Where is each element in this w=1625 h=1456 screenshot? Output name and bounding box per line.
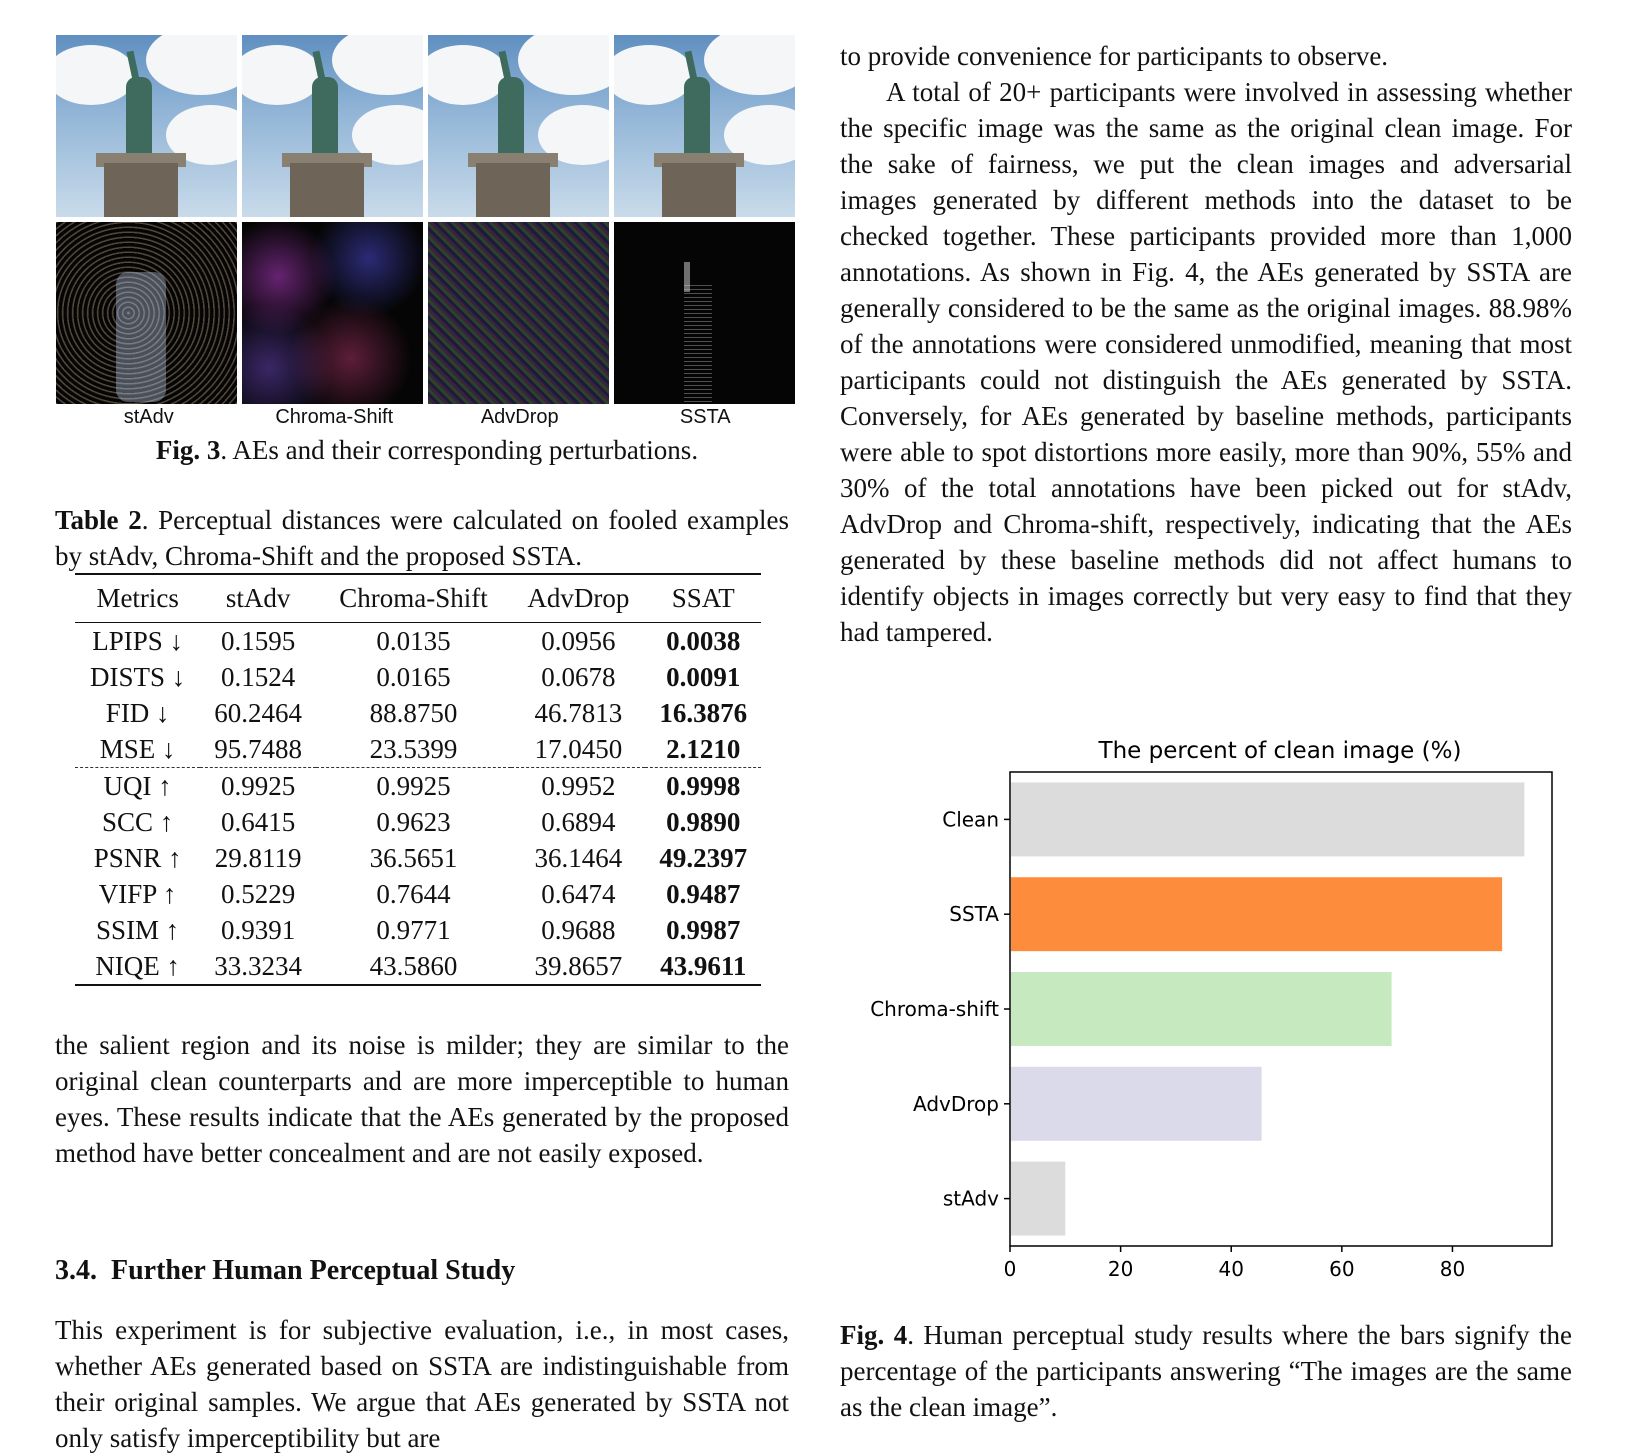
chart-title: The percent of clean image (%) <box>1098 738 1462 764</box>
metric-name-cell: SCC ↑ <box>102 806 174 837</box>
table-2-caption-label: Table 2 <box>55 505 142 535</box>
table-row <box>75 804 761 840</box>
label-ssta: SSTA <box>679 406 731 428</box>
metric-name-cell: SSIM ↑ <box>96 914 180 945</box>
header-metrics: Metrics <box>96 583 179 613</box>
y-tick-label: Clean <box>942 807 999 832</box>
section-number: 3.4. <box>55 1255 97 1286</box>
clean-image-row <box>56 35 798 217</box>
adversarial-image-advdrop <box>428 35 609 217</box>
metric-name-cell: UQI ↑ <box>103 770 172 801</box>
perturbation-chroma-shift <box>242 222 423 404</box>
metric-value-cell: 0.9487 <box>666 878 741 909</box>
metric-value-cell: 0.9890 <box>666 806 741 837</box>
x-tick-label: 20 <box>1107 1257 1134 1281</box>
adversarial-image-stadv <box>56 35 237 217</box>
y-tick-label: stAdv <box>942 1186 999 1211</box>
metric-value-cell: 17.0450 <box>511 731 645 768</box>
figure-4-bar-chart <box>820 730 1580 1290</box>
table-row <box>75 731 761 768</box>
section-heading <box>55 1255 515 1287</box>
metric-value-cell: 39.8657 <box>534 950 623 981</box>
metric-value-cell: 36.5651 <box>369 842 458 873</box>
metric-value-cell: 0.5229 <box>220 878 296 909</box>
metric-value-cell: 0.0091 <box>666 661 741 692</box>
perceptual-distance-table <box>75 573 761 986</box>
x-tick-label: 80 <box>1439 1257 1466 1281</box>
figure-4-caption-label: Fig. 4 <box>840 1320 908 1350</box>
metric-value-cell: 36.1464 <box>534 842 623 873</box>
figure-3-caption-label: Fig. 3 <box>155 435 221 465</box>
metric-value-cell: 0.9987 <box>666 914 741 945</box>
metric-value-cell: 43.9611 <box>660 950 747 981</box>
bar-stadv <box>1011 1162 1065 1236</box>
figure-3-labels <box>56 406 798 429</box>
perturbation-advdrop <box>428 222 609 404</box>
metric-value-cell: 0.0165 <box>376 661 451 692</box>
table-2-caption <box>55 502 789 574</box>
metric-name-cell: LPIPS ↓ <box>92 625 184 656</box>
x-tick-label: 60 <box>1329 1257 1355 1281</box>
x-tick-label: 0 <box>1003 1257 1017 1281</box>
metric-value-cell: 0.9952 <box>541 770 616 801</box>
bar-clean <box>1011 782 1524 856</box>
y-tick-label: SSTA <box>949 902 999 927</box>
left-paragraph-conclusion: the salient region and its noise is milder; they are similar to the original clean counterparts and are more imperceptible to human eyes. These results indicate that the AEs generated by the proposed method have better concealment and are not easily exposed. <box>55 1030 789 1168</box>
header-stadv: stAdv <box>225 583 291 613</box>
left-paragraph-experiment: This experiment is for subjective evaluation, i.e., in most cases, whether AEs generated based on SSTA are indistinguishable from their original samples. We argue that AEs generated by SSTA not only satisfy imperceptibility but are <box>55 1315 789 1453</box>
table-row <box>75 768 761 805</box>
metric-value-cell: 0.6415 <box>220 806 296 837</box>
metric-value-cell: 0.9623 <box>376 806 451 837</box>
metric-value-cell: 43.5860 <box>369 950 458 981</box>
metric-name-cell: DISTS ↓ <box>90 661 186 692</box>
metric-name-cell: FID ↓ <box>105 697 170 728</box>
header-ssat: SSAT <box>671 583 735 613</box>
section-title: Further Human Perceptual Study <box>111 1255 516 1286</box>
x-tick-label: 40 <box>1218 1257 1244 1281</box>
metric-value-cell: 0.1595 <box>220 625 296 656</box>
figure-4-caption <box>840 1317 1572 1425</box>
perturbation-ssta <box>614 222 795 404</box>
adversarial-image-ssta <box>614 35 795 217</box>
table-header-row <box>75 574 761 623</box>
label-stadv: stAdv <box>123 406 174 428</box>
metric-value-cell: 0.9688 <box>541 914 616 945</box>
metric-name-cell: NIQE ↑ <box>95 950 181 981</box>
metric-name-cell: VIFP ↑ <box>98 878 177 909</box>
metric-value-cell: 0.9391 <box>220 914 296 945</box>
figure-3 <box>56 35 798 466</box>
metric-value-cell: 0.6474 <box>541 878 616 909</box>
right-paragraph: A total of 20+ participants were involved in assessing whether the specific image was the same as the original clean image. For the sake of fairness, we put the clean images and adversarial images generated by different methods into the dataset to be checked together. These participants provided more than 1,000 annotations. As shown in Fig. 4, the AEs generated by SSTA are generally considered to be the same as the original images. 88.98% of the annotations were considered unmodified, meaning that most participants could not distinguish the AEs generated by SSTA. Conversely, for AEs generated by baseline methods, participants were able to spot distortions more easily, more than 90%, 55% and 30% of the total annotations have been picked out for stAdv, AdvDrop and Chroma-shift, respectively, indicating that the AEs generated by these baseline methods did not affect humans to identify objects in images correctly but very easy to find that they had tampered. <box>840 77 1572 647</box>
y-tick-label: AdvDrop <box>913 1091 999 1116</box>
adversarial-image-chroma-shift <box>242 35 423 217</box>
metric-value-cell: 46.7813 <box>534 697 623 728</box>
table-row <box>75 948 761 985</box>
table-row <box>75 840 761 876</box>
label-chroma-shift: Chroma-Shift <box>275 406 394 428</box>
metric-value-cell: 0.0135 <box>376 625 451 656</box>
perturbation-row <box>56 217 798 404</box>
header-chroma-shift: Chroma-Shift <box>339 583 488 613</box>
metric-value-cell: 0.0956 <box>541 625 616 656</box>
metric-value-cell: 0.9998 <box>666 770 741 801</box>
figure-4-caption-text: . Human perceptual study results where the bars signify the percentage of the participants answering “The images are the same as the clean image”. <box>840 1320 1573 1422</box>
table-row <box>75 695 761 731</box>
metric-value-cell: 0.9925 <box>220 770 296 801</box>
bar-ssta <box>1011 877 1502 951</box>
bar-advdrop <box>1011 1067 1262 1141</box>
y-tick-label: Chroma-shift <box>870 997 999 1021</box>
metric-value-cell: 23.5399 <box>316 731 511 768</box>
table-2-caption-text: . Perceptual distances were calculated on fooled examples by stAdv, Chroma-Shift and the proposed SSTA. <box>55 505 789 571</box>
metric-value-cell: 29.8119 <box>214 842 302 873</box>
right-intro-line: to provide convenience for participants to observe. <box>840 41 1389 71</box>
header-advdrop: AdvDrop <box>527 583 630 613</box>
metric-value-cell: 16.3876 <box>659 697 748 728</box>
metric-value-cell: 88.8750 <box>369 697 458 728</box>
metric-value-cell: 60.2464 <box>214 697 302 728</box>
table-row <box>75 876 761 912</box>
metric-name-cell: MSE ↓ <box>75 731 200 768</box>
metric-value-cell: 0.9771 <box>376 914 451 945</box>
metric-value-cell: 0.0678 <box>541 661 616 692</box>
figure-3-caption <box>56 435 798 466</box>
label-advdrop: AdvDrop <box>480 406 559 428</box>
metric-value-cell: 0.9925 <box>376 770 451 801</box>
figure-3-caption-text: . AEs and their corresponding perturbations. <box>220 435 699 465</box>
metric-value-cell: 0.1524 <box>220 661 296 692</box>
metric-value-cell: 0.6894 <box>541 806 616 837</box>
metric-value-cell: 0.7644 <box>376 878 451 909</box>
metric-name-cell: PSNR ↑ <box>93 842 182 873</box>
metric-value-cell: 2.1210 <box>645 731 761 768</box>
metric-value-cell: 95.7488 <box>200 731 315 768</box>
table-row <box>75 623 761 660</box>
bar-chroma-shift <box>1011 972 1392 1046</box>
metric-value-cell: 0.0038 <box>666 625 741 656</box>
metric-value-cell: 49.2397 <box>659 842 748 873</box>
table-row <box>75 912 761 948</box>
perturbation-stadv <box>56 222 237 404</box>
metric-value-cell: 33.3234 <box>214 950 302 981</box>
table-row <box>75 659 761 695</box>
